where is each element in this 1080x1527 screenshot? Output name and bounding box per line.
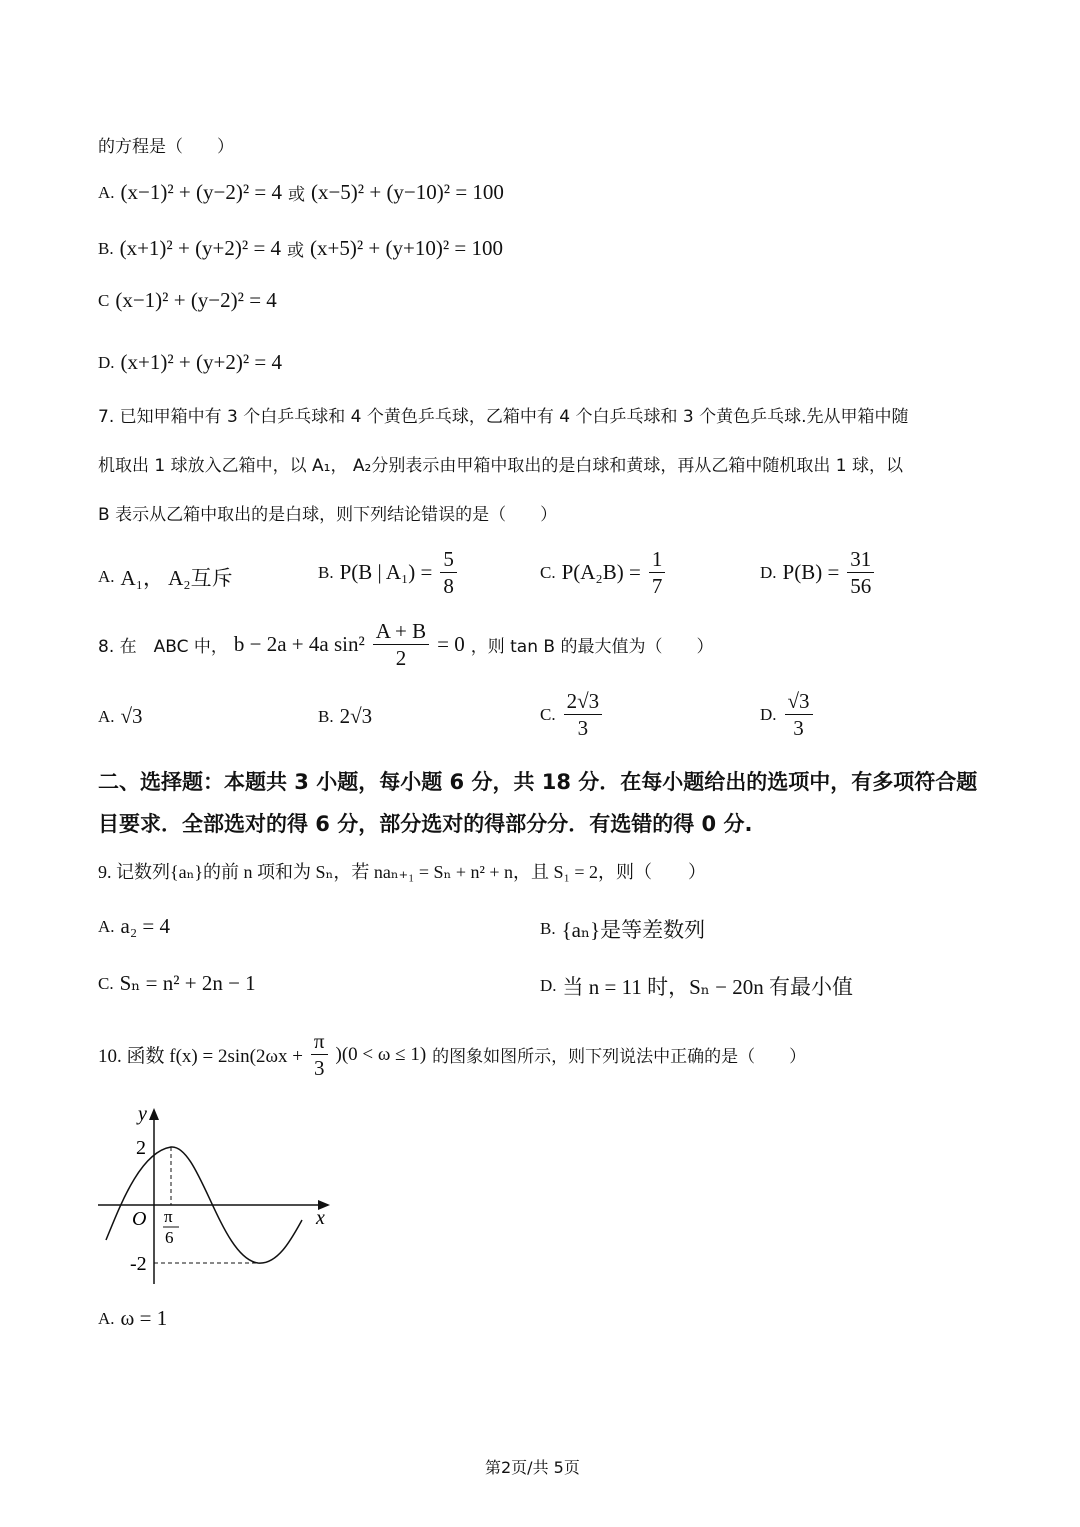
q9-option-b	[540, 914, 705, 944]
option-label: D.	[760, 704, 777, 724]
q6-option-c	[98, 288, 277, 313]
q7-option-a	[98, 562, 233, 592]
option-text: a₂ = 4	[120, 914, 171, 938]
denominator: 3	[577, 716, 589, 741]
q7-option-c	[540, 548, 667, 597]
q8-stem	[98, 620, 713, 669]
fraction	[649, 548, 666, 597]
numerator: 1	[649, 548, 666, 573]
y-min-label: -2	[130, 1253, 147, 1275]
section-heading-line1: 二、选择题：本题共 3 小题，每小题 6 分，共 18 分．在每小题给出的选项中，有多项符合题	[98, 770, 978, 794]
numerator: π	[311, 1030, 328, 1055]
option-label: A.	[98, 1308, 115, 1328]
option-lhs: P(B) =	[782, 560, 840, 585]
q7-option-b	[318, 548, 459, 597]
option-text: A₁， A₂互斥	[120, 566, 233, 590]
q10-suffix: 的图象如图所示，则下列说法中正确的是（ ）	[432, 1047, 807, 1068]
option-label: A.	[98, 182, 115, 202]
sine-graph	[92, 1098, 352, 1288]
fraction	[311, 1030, 328, 1079]
q9-option-d	[540, 971, 853, 1001]
q7-option-d	[760, 548, 876, 597]
option-lhs: P(A₂B) =	[561, 560, 641, 585]
denominator: 2	[395, 646, 407, 671]
option-text: {aₙ}是等差数列	[561, 918, 706, 942]
denominator: 7	[651, 574, 663, 599]
equation: (x+5)² + (y+10)² = 100	[310, 236, 503, 260]
q8-option-b	[318, 704, 372, 729]
q8-prefix: 8. 在 ABC 中，	[98, 637, 228, 658]
numerator: 2√3	[564, 690, 603, 715]
option-text: 当 n = 11 时，Sₙ − 20n 有最小值	[562, 975, 853, 999]
numerator: 31	[847, 548, 874, 573]
q7-stem-line2: 机取出 1 球放入乙箱中，以 A₁， A₂分别表示由甲箱中取出的是白球和黄球，再从乙箱中随机取出 1 球，以	[98, 456, 903, 476]
y-axis-arrow-icon	[149, 1108, 159, 1120]
q6-stem-tail: 的方程是（ ）	[98, 137, 234, 157]
y-axis-label: y	[138, 1103, 147, 1125]
numerator: √3	[785, 690, 813, 715]
q8-option-a	[98, 704, 143, 729]
fraction	[785, 690, 813, 739]
option-label: B.	[318, 562, 334, 582]
q8-option-c	[540, 690, 604, 739]
fraction	[564, 690, 603, 739]
equation: (x+1)² + (y+2)² = 4	[120, 350, 282, 374]
denominator: 3	[313, 1056, 325, 1081]
numerator: 5	[440, 548, 457, 573]
option-label: B.	[98, 238, 114, 258]
equation: (x−1)² + (y−2)² = 4	[120, 180, 282, 204]
q7-stem-line1: 7. 已知甲箱中有 3 个白乒乓球和 4 个黄色乒乓球，乙箱中有 4 个白乒乓球和 3 个黄色乒乓球.先从甲箱中随	[98, 407, 909, 427]
option-lhs: P(B | A₁) =	[339, 560, 433, 585]
q8-eq-rhs: = 0	[437, 632, 465, 657]
fraction	[440, 548, 457, 597]
q10-prefix: 10. 函数 f(x) = 2sin(2ωx +	[98, 1046, 303, 1068]
denominator: 56	[850, 574, 872, 599]
denominator: 8	[443, 574, 454, 599]
q10-option-a	[98, 1306, 167, 1331]
option-label: A.	[98, 706, 115, 726]
option-label: C.	[540, 704, 556, 724]
option-label: A.	[98, 916, 115, 936]
q8-option-d	[760, 690, 815, 739]
or-word: 或	[287, 185, 305, 205]
equation: (x−1)² + (y−2)² = 4	[115, 288, 277, 312]
option-label: C.	[98, 973, 114, 993]
q9-option-a	[98, 914, 170, 939]
q8-eq-lhs: b − 2a + 4a sin²	[233, 632, 365, 657]
q9-option-c	[98, 971, 256, 996]
q6-option-d	[98, 350, 282, 375]
or-word: 或	[287, 241, 305, 261]
option-label: C	[98, 290, 110, 310]
option-label: B.	[318, 706, 334, 726]
option-text: ω = 1	[120, 1306, 168, 1330]
numerator: A + B	[373, 620, 429, 645]
page-footer: 第2页/共 5页	[485, 1458, 580, 1477]
q6-option-b	[98, 236, 503, 261]
q6-option-a	[98, 180, 504, 205]
option-text: Sₙ = n² + 2n − 1	[119, 971, 256, 995]
option-text: √3	[120, 704, 143, 728]
option-label: D.	[540, 976, 557, 995]
origin-label: O	[132, 1208, 147, 1230]
option-text: 2√3	[339, 704, 373, 728]
option-label: C.	[540, 562, 556, 582]
y-max-label: 2	[136, 1137, 146, 1159]
x-tick-denominator: 6	[165, 1228, 174, 1247]
q8-suffix: ，则 tan B 的最大值为（ ）	[470, 637, 714, 658]
fraction	[373, 620, 429, 669]
denominator: 3	[793, 716, 804, 741]
fraction	[847, 548, 874, 597]
q10-stem	[98, 1030, 806, 1079]
x-tick-numerator: π	[164, 1207, 173, 1226]
option-label: D.	[760, 562, 777, 582]
section-heading-line2: 目要求．全部选对的得 6 分，部分选对的得部分分．有选错的得 0 分.	[98, 812, 753, 836]
q7-stem-line3: B 表示从乙箱中取出的是白球，则下列结论错误的是（ ）	[98, 505, 558, 525]
option-label: D.	[98, 352, 115, 372]
equation: (x−5)² + (y−10)² = 100	[310, 180, 504, 204]
q9-stem: 9. 记数列{aₙ}的前 n 项和为 Sₙ，若 naₙ₊₁ = Sₙ + n² + n，且 S₁ = 2，则（ ）	[98, 862, 706, 882]
q10-mid: )(0 < ω ≤ 1)	[335, 1043, 427, 1065]
option-label: A.	[98, 567, 115, 586]
x-axis-label: x	[316, 1207, 325, 1229]
equation: (x+1)² + (y+2)² = 4	[119, 236, 282, 260]
option-label: B.	[540, 919, 556, 938]
